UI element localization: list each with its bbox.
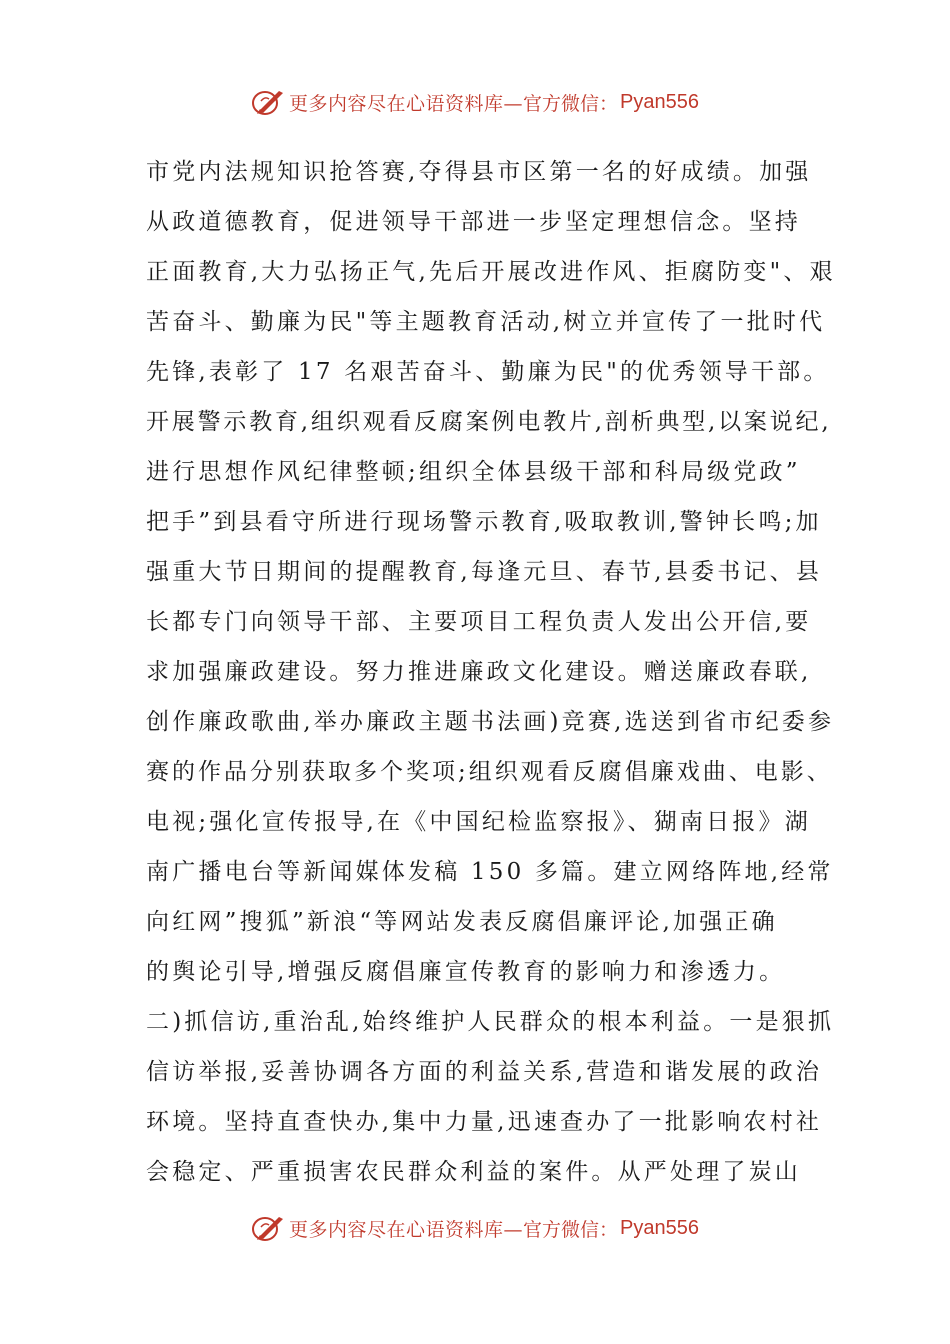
header-wechat-label: 官方微信： [523, 92, 619, 115]
footer-watermark [0, 1208, 950, 1248]
footer-wechat-label: 官方微信： [523, 1218, 619, 1241]
header-watermark-text: 更多内容尽在心语资料库— [289, 92, 524, 115]
footer-wechat-id: Pyan556 [620, 1216, 699, 1239]
text-line: 赛的作品分别获取多个奖项;组织观看反腐倡廉戏曲、电影、 [146, 759, 833, 785]
text-line: 把手”到县看守所进行现场警示教育,吸取教训,警钟长鸣;加 [146, 509, 822, 535]
text-line: 南广播电台等新闻媒体发稿 150 多篇。建立网络阵地,经常 [146, 859, 834, 885]
text-line: 环境。坚持直查快办,集中力量,迅速查办了一批影响农村社 [146, 1109, 823, 1135]
text-line: 先锋,表彰了 17 名艰苦奋斗、勤廉为民"的优秀领导干部。 [146, 359, 830, 385]
header-wechat-id: Pyan556 [620, 90, 699, 113]
footer-watermark-text: 更多内容尽在心语资料库— [289, 1218, 524, 1241]
header-watermark [0, 82, 950, 122]
pen-logo-icon [251, 1213, 287, 1243]
text-line: 正面教育,大力弘扬正气,先后开展改进作风、拒腐防变"、艰 [146, 259, 836, 285]
text-line: 求加强廉政建设。努力推进廉政文化建设。赠送廉政春联, [146, 659, 812, 685]
document-body [146, 147, 836, 1197]
text-line: 创作廉政歌曲,举办廉政主题书法画)竞赛,选送到省市纪委参 [146, 709, 835, 735]
pen-logo-icon [251, 87, 287, 117]
text-line: 强重大节日期间的提醒教育,每逢元旦、春节,县委书记、县 [146, 559, 823, 585]
text-line: 开展警示教育,组织观看反腐案例电教片,剖析典型,以案说纪, [146, 409, 832, 435]
text-line: 市党内法规知识抢答赛,夺得县市区第一名的好成绩。加强 [146, 159, 812, 185]
text-line: 会稳定、严重损害农民群众利益的案件。从严处理了炭山 [146, 1159, 801, 1185]
text-line: 苦奋斗、勤廉为民"等主题教育活动,树立并宣传了一批时代 [146, 309, 826, 335]
text-line: 电视;强化宣传报导,在《中国纪检监察报》、猢南日报》湖 [146, 809, 811, 835]
text-line: 的舆论引导,增强反腐倡廉宣传教育的影响力和渗透力。 [146, 959, 786, 985]
text-line: 二)抓信访,重治乱,始终维护人民群众的根本利益。一是狠抓 [146, 1009, 835, 1035]
text-line: 长都专门向领导干部、主要项目工程负责人发出公开信,要 [146, 609, 812, 635]
text-line: 进行思想作风纪律整顿;组织全体县级干部和科局级党政” [146, 459, 801, 485]
text-line: 从政道德教育，促进领导干部进一步坚定理想信念。坚持 [146, 209, 801, 235]
text-line: 向红网”搜狐”新浪“等网站发表反腐倡廉评论,加强正确 [146, 909, 778, 935]
text-line: 信访举报,妥善协调各方面的利益关系,营造和谐发展的政治 [146, 1059, 823, 1085]
